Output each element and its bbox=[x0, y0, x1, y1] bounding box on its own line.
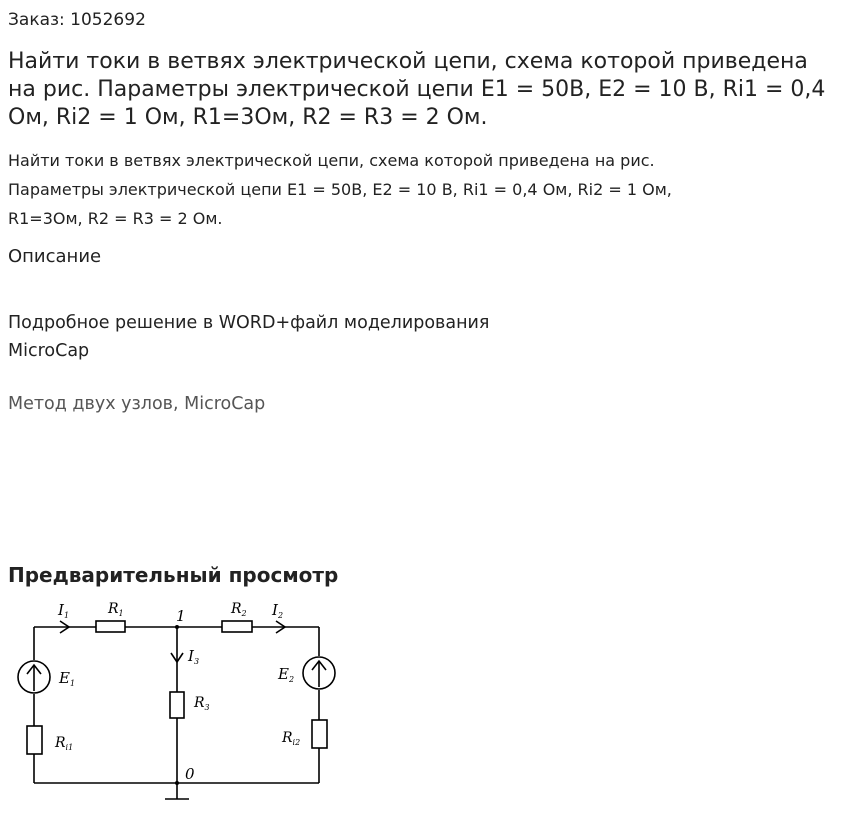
resistor-ri2 bbox=[312, 720, 327, 748]
label-e2: $E_2$ bbox=[278, 665, 295, 684]
resistor-ri1 bbox=[27, 726, 42, 754]
description-body-line: Подробное решение в WORD+файл моделирования bbox=[8, 313, 490, 333]
label-r2: $R_2$ bbox=[231, 601, 247, 618]
circuit-diagram bbox=[8, 596, 348, 806]
preview-heading: Предварительный просмотр bbox=[8, 563, 339, 587]
page-title: Найти токи в ветвях электрической цепи, схема которой приведена на рис. Параметры электрической цепи E1 = 50В, E2 = 10 В, Ri1 = 0,4 Ом, Ri2 = 1 Ом, R1=3Ом, R2 = R3 = 2 Ом. bbox=[8, 49, 826, 130]
label-node-1: 1 bbox=[176, 607, 186, 625]
label-i2: $I_2$ bbox=[272, 601, 284, 620]
label-i3: $I_3$ bbox=[188, 647, 200, 666]
tags: Метод двух узлов, MicroCap bbox=[8, 394, 266, 414]
description-line: Параметры электрической цепи E1 = 50В, E2 = 10 В, Ri1 = 0,4 Ом, Ri2 = 1 Ом, bbox=[8, 180, 672, 199]
short-description bbox=[8, 146, 838, 233]
resistor-r2 bbox=[222, 621, 252, 632]
description-body-line: MicroCap bbox=[8, 341, 90, 361]
node-dot-1 bbox=[175, 625, 179, 629]
label-ri1: $R_{i1}$ bbox=[55, 735, 74, 752]
label-ri2: $R_{i2}$ bbox=[282, 730, 301, 747]
label-node-0: 0 bbox=[185, 765, 195, 783]
resistor-r1 bbox=[96, 621, 125, 632]
resistor-r3 bbox=[170, 692, 184, 718]
voltage-source-e2 bbox=[303, 657, 335, 689]
description-body bbox=[8, 309, 489, 365]
node-dot-0 bbox=[175, 781, 179, 785]
description-line: R1=3Ом, R2 = R3 = 2 Ом. bbox=[8, 209, 223, 228]
voltage-source-e1 bbox=[18, 661, 50, 693]
description-heading: Описание bbox=[8, 246, 102, 267]
description-line: Найти токи в ветвях электрической цепи, схема которой приведена на рис. bbox=[8, 151, 655, 170]
order-number: Заказ: 1052692 bbox=[8, 10, 146, 30]
label-r3: $R_3$ bbox=[194, 695, 210, 712]
label-r1: $R_1$ bbox=[108, 601, 124, 618]
label-e1: $E_1$ bbox=[59, 669, 76, 688]
label-i1: $I_1$ bbox=[58, 601, 70, 620]
